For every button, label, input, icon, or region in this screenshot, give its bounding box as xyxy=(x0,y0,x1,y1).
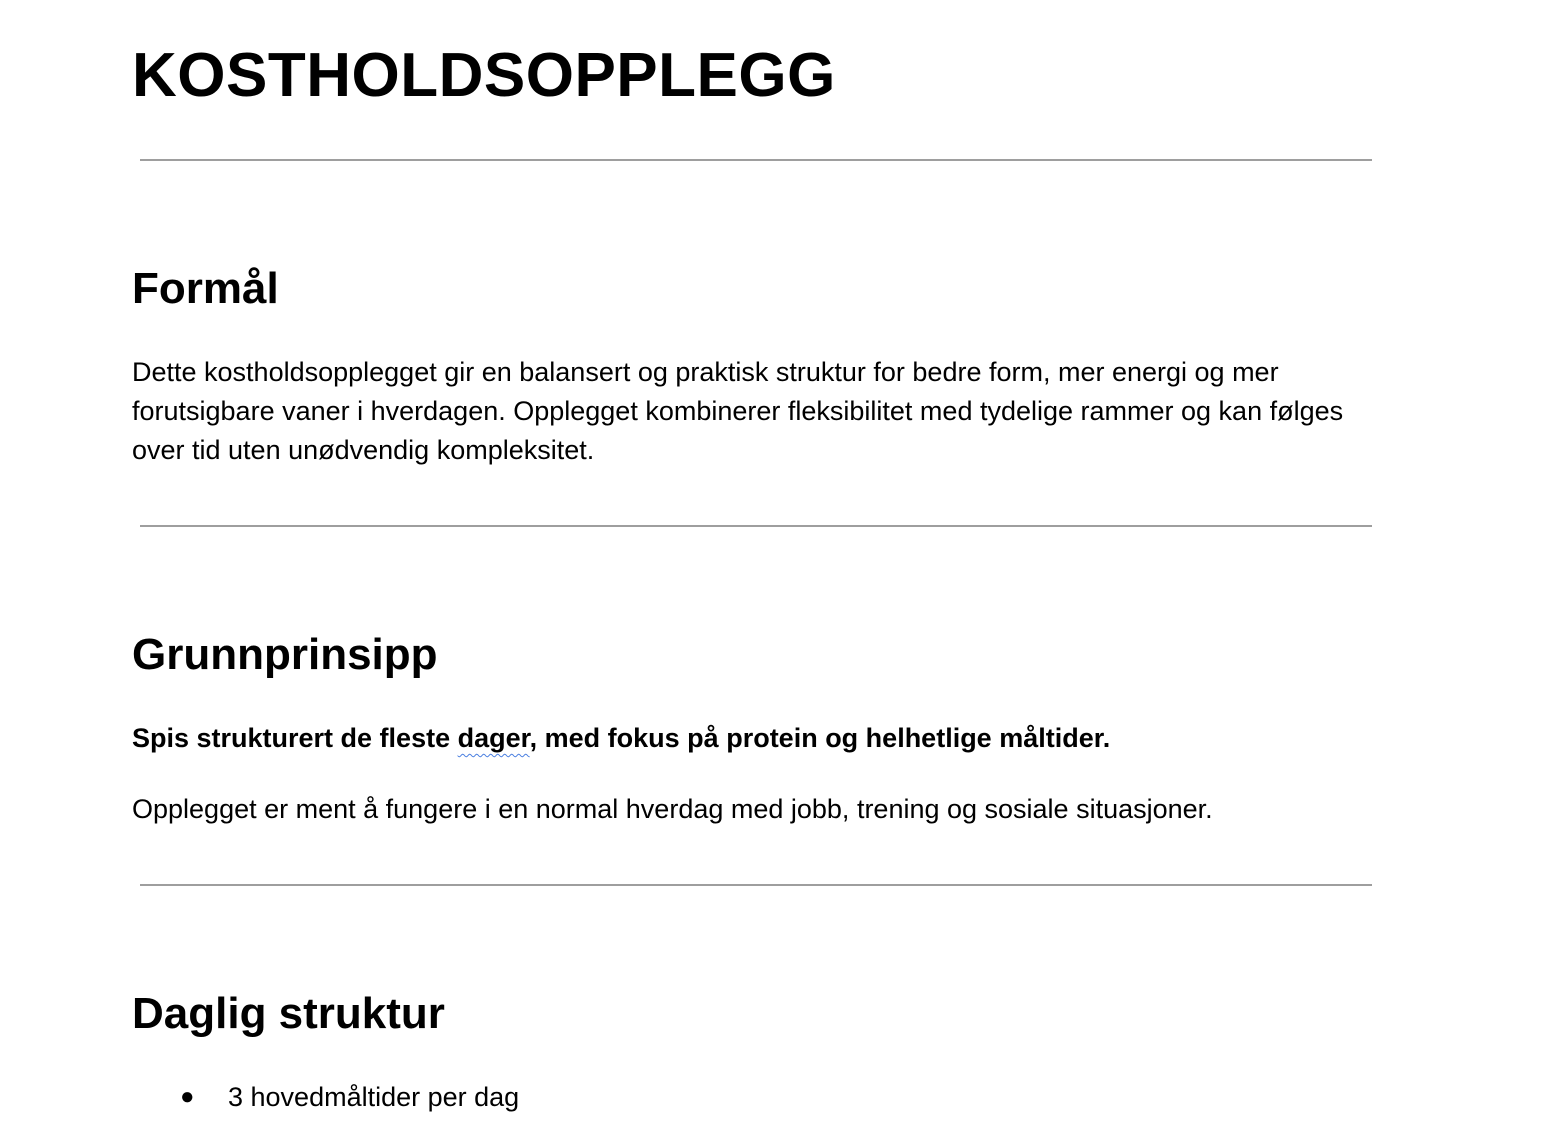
section-heading-daglig-struktur: Daglig struktur xyxy=(132,989,445,1038)
divider-3 xyxy=(140,884,1372,886)
document-title: KOSTHOLDSOPPLEGG xyxy=(132,41,836,110)
bullet-dot-icon: ● xyxy=(180,1083,195,1110)
grunnprinsipp-bold-statement xyxy=(132,719,1392,758)
section-heading-formal: Formål xyxy=(132,264,279,313)
formal-paragraph: Dette kostholdsopplegget gir en balansert og praktisk struktur for bedre form, mer energi og mer forutsigbare vaner i hverdagen. Opplegget kombinerer fleksibilitet med tydelige rammer og kan følges over tid uten unødvendig kompleksitet. xyxy=(132,357,1344,465)
list-item-text: 3 hovedmåltider per dag xyxy=(228,1082,520,1112)
spellcheck-flagged-word[interactable]: dager xyxy=(457,723,530,753)
divider-1 xyxy=(140,159,1372,161)
section-heading-grunnprinsipp: Grunnprinsipp xyxy=(132,630,438,679)
bold-statement-end: , med fokus på protein og helhetlige måltider. xyxy=(529,723,1111,753)
grunnprinsipp-paragraph: Opplegget er ment å fungere i en normal hverdag med jobb, trening og sosiale situasjoner. xyxy=(132,794,1213,824)
divider-2 xyxy=(140,525,1372,527)
bold-statement-start: Spis strukturert de fleste xyxy=(132,723,458,753)
